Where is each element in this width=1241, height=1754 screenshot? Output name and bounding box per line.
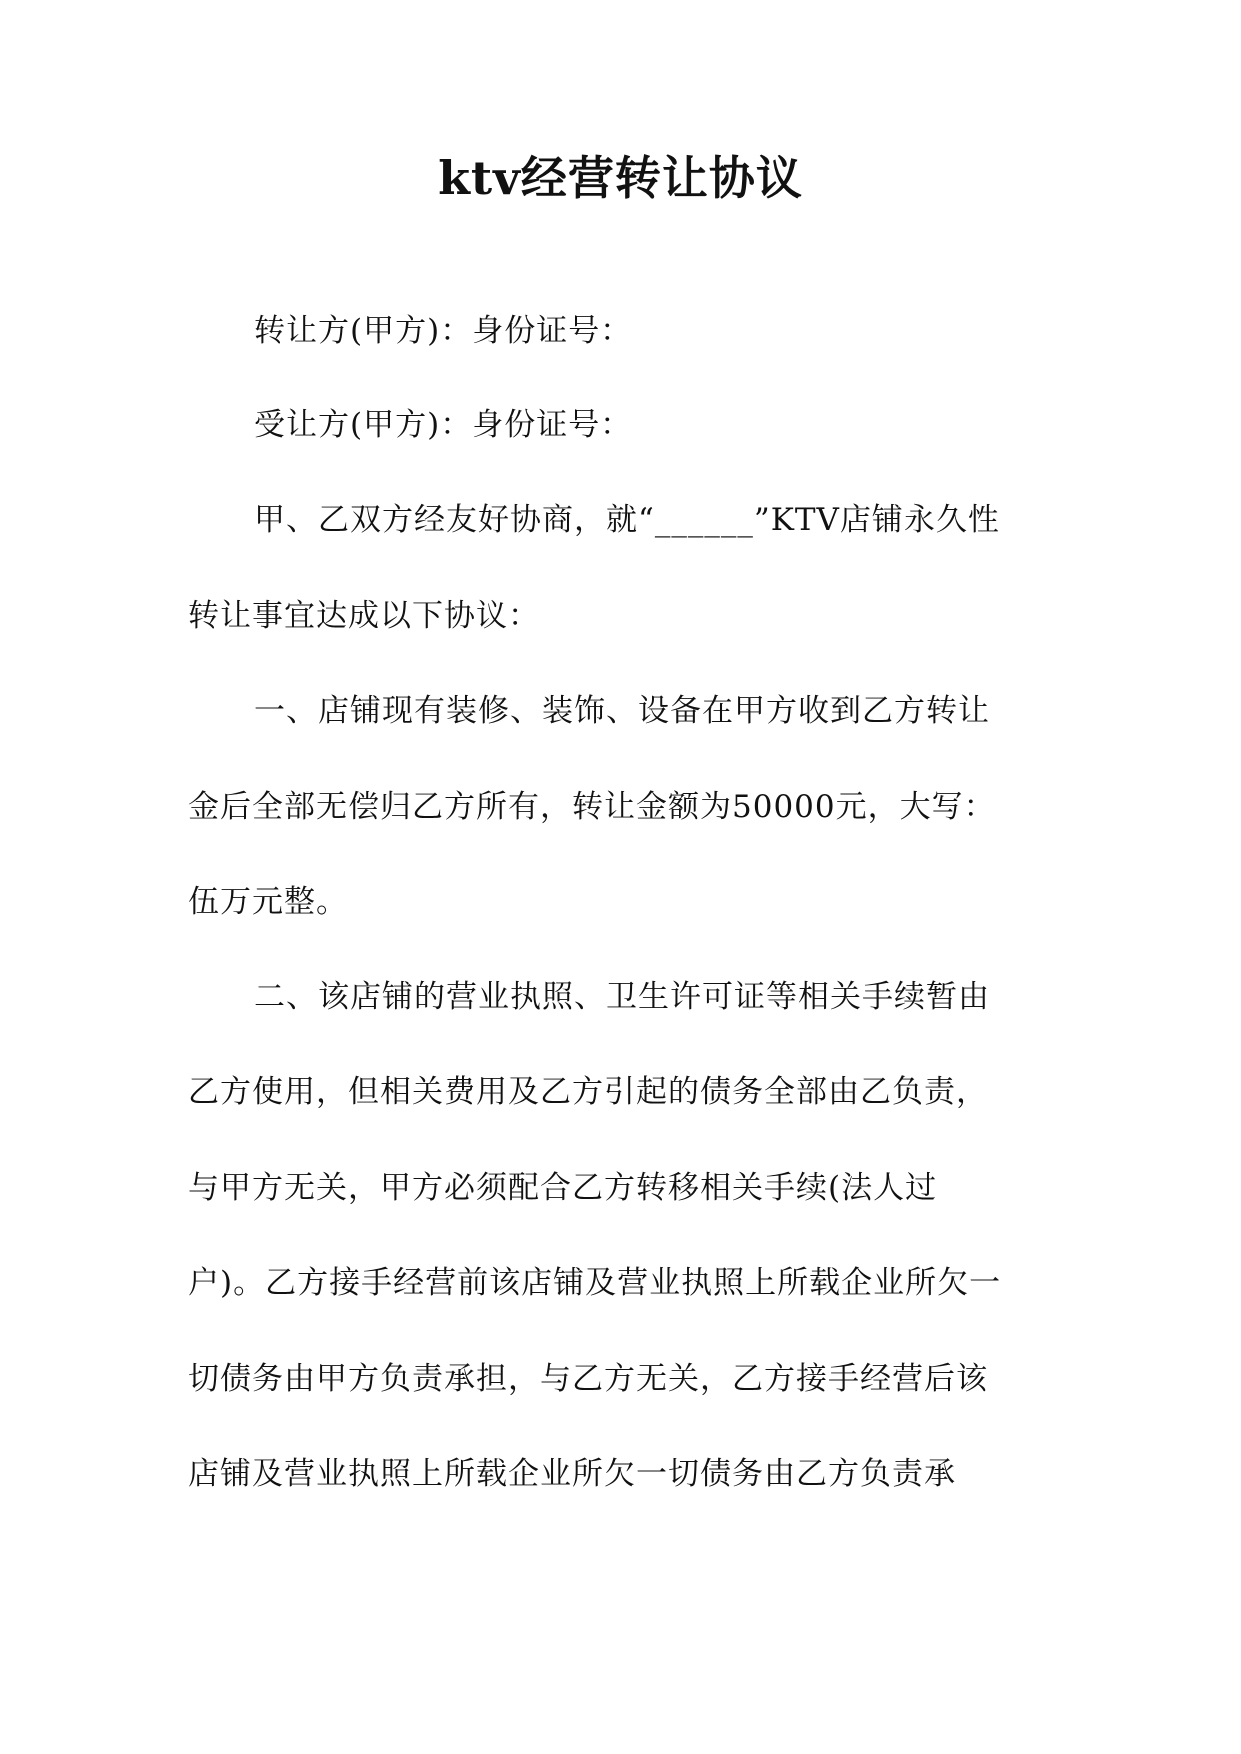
clause-1-line: 金后全部无偿归乙方所有，转让金额为50000元，大写： xyxy=(188,789,996,825)
clause-1-line: 一、店铺现有装修、装饰、设备在甲方收到乙方转让 xyxy=(254,693,990,729)
clause-1-line: 伍万元整。 xyxy=(188,884,348,920)
paragraph-line: 甲、乙双方经友好协商，就“______”KTV店铺永久性 xyxy=(254,502,1000,538)
clause-2-line: 二、该店铺的营业执照、卫生许可证等相关手续暂由 xyxy=(254,979,990,1015)
clause-2-line: 与甲方无关，甲方必须配合乙方转移相关手续(法人过 xyxy=(188,1170,938,1206)
clause-2-line: 乙方使用，但相关费用及乙方引起的债务全部由乙负责， xyxy=(188,1074,988,1110)
document-title: ktv经营转让协议 xyxy=(438,151,803,205)
clause-2-line: 店铺及营业执照上所载企业所欠一切债务由乙方负责承 xyxy=(188,1456,956,1492)
transferor-line: 转让方(甲方)：身份证号： xyxy=(254,313,633,349)
paragraph-line: 转让事宜达成以下协议： xyxy=(188,598,540,634)
clause-2-line: 切债务由甲方负责承担，与乙方无关，乙方接手经营后该 xyxy=(188,1361,988,1397)
clause-2-line: 户)。乙方接手经营前该店铺及营业执照上所载企业所欠一 xyxy=(188,1265,1002,1301)
transferee-line: 受让方(甲方)：身份证号： xyxy=(254,407,633,443)
